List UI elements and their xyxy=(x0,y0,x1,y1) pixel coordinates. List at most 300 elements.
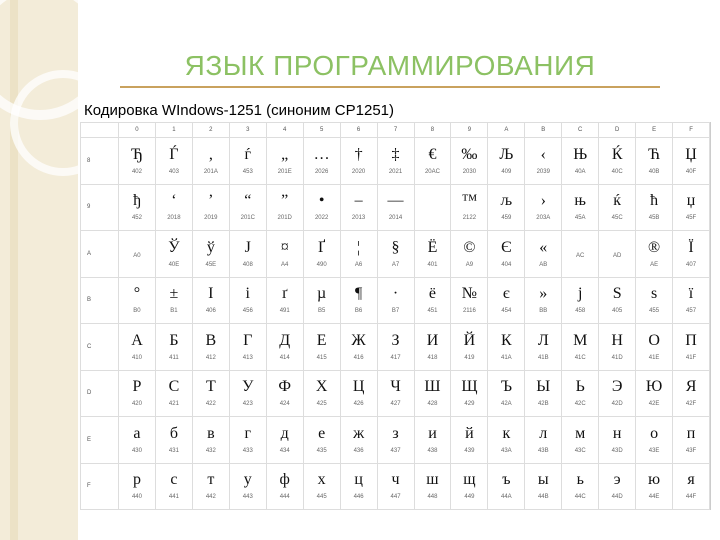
cell-character: Ў xyxy=(168,238,180,256)
cell-unicode-code: A4 xyxy=(281,261,289,268)
code-cell xyxy=(377,463,414,510)
cell-character: ’ xyxy=(208,192,214,210)
cell-character: є xyxy=(502,285,510,303)
cell-character: х xyxy=(317,471,326,489)
cell-character: Ћ xyxy=(648,145,661,163)
code-cell xyxy=(673,231,710,278)
cell-unicode-code: 454 xyxy=(501,308,512,315)
cell-character: • xyxy=(318,192,325,210)
cell-unicode-code: 432 xyxy=(205,447,216,454)
code-cell xyxy=(562,417,599,464)
cell-unicode-code: B5 xyxy=(317,308,326,315)
cell-character: э xyxy=(613,471,621,489)
cell-character: р xyxy=(132,471,141,489)
code-cell xyxy=(192,277,229,324)
code-cell xyxy=(377,370,414,417)
cell-unicode-code: 426 xyxy=(353,401,364,408)
cell-unicode-code: 45A xyxy=(574,215,586,222)
cell-unicode-code: AE xyxy=(650,261,659,268)
cell-character: µ xyxy=(317,285,327,303)
code-cell xyxy=(303,231,340,278)
cell-unicode-code: 417 xyxy=(390,354,401,361)
cell-character: з xyxy=(392,424,399,442)
code-cell xyxy=(599,138,636,185)
code-cell xyxy=(229,324,266,371)
cell-character: А xyxy=(131,331,143,349)
cell-character: Ѕ xyxy=(612,285,622,303)
cell-character: е xyxy=(318,424,326,442)
cell-unicode-code: 43A xyxy=(501,447,512,454)
code-cell xyxy=(229,277,266,324)
code-cell xyxy=(377,184,414,231)
code-cell xyxy=(377,324,414,371)
code-cell xyxy=(119,231,156,278)
cell-unicode-code: 439 xyxy=(464,447,475,454)
cell-unicode-code: 402 xyxy=(131,168,142,175)
cell-unicode-code: 430 xyxy=(131,447,142,454)
cell-unicode-code: 40E xyxy=(168,261,180,268)
cell-character: § xyxy=(391,238,400,256)
cell-unicode-code: 457 xyxy=(686,308,697,315)
cell-unicode-code: 434 xyxy=(279,447,290,454)
cell-unicode-code: AB xyxy=(539,261,548,268)
cell-unicode-code: 414 xyxy=(279,354,290,361)
cell-unicode-code: 44B xyxy=(537,494,549,501)
code-cell xyxy=(119,138,156,185)
code-cell xyxy=(451,324,488,371)
cell-character: ¤ xyxy=(280,238,289,256)
code-cell xyxy=(192,463,229,510)
row-header: A xyxy=(81,231,119,278)
cell-unicode-code: 42D xyxy=(611,401,623,408)
cell-unicode-code: 42B xyxy=(537,401,549,408)
code-cell xyxy=(562,277,599,324)
cell-unicode-code: 403 xyxy=(168,168,179,175)
cell-character: Ц xyxy=(352,378,365,396)
cell-character: Ј xyxy=(244,238,251,256)
code-cell xyxy=(525,138,562,185)
cell-character: Џ xyxy=(685,145,697,163)
cell-character: О xyxy=(648,331,660,349)
cell-unicode-code: 42A xyxy=(501,401,512,408)
column-header: 9 xyxy=(451,123,488,138)
cell-unicode-code: 441 xyxy=(168,494,179,501)
cell-unicode-code: 201C xyxy=(240,215,255,222)
cell-unicode-code: 45C xyxy=(611,215,623,222)
cell-unicode-code: AD xyxy=(612,252,622,259)
cell-character: я xyxy=(687,471,695,489)
cell-character: ѕ xyxy=(650,285,658,303)
cell-unicode-code: 413 xyxy=(242,354,253,361)
cell-unicode-code: 459 xyxy=(501,215,512,222)
code-cell xyxy=(636,370,673,417)
code-cell xyxy=(414,184,451,231)
column-header: 2 xyxy=(192,123,229,138)
cell-unicode-code: AC xyxy=(576,252,585,259)
table-row xyxy=(81,370,710,417)
cell-character: п xyxy=(686,424,696,442)
cell-unicode-code: 41D xyxy=(611,354,623,361)
cell-unicode-code: 429 xyxy=(464,401,475,408)
column-header: 5 xyxy=(303,123,340,138)
cell-character: ґ xyxy=(281,285,288,303)
cell-character: – xyxy=(354,192,363,210)
cell-character: ј xyxy=(577,285,583,303)
code-cell xyxy=(451,417,488,464)
cell-character: ‚ xyxy=(208,145,214,163)
cell-unicode-code: 2039 xyxy=(536,168,550,175)
row-header: B xyxy=(81,277,119,324)
cell-character: и xyxy=(428,424,437,442)
cell-unicode-code: 203A xyxy=(536,215,551,222)
table-row xyxy=(81,277,710,324)
cell-unicode-code: B0 xyxy=(133,308,141,315)
code-cell xyxy=(303,324,340,371)
row-header: E xyxy=(81,417,119,464)
cell-character: д xyxy=(280,424,289,442)
header-row xyxy=(81,123,710,138)
cell-character: о xyxy=(650,424,659,442)
code-cell xyxy=(673,277,710,324)
cell-unicode-code: 2021 xyxy=(388,168,403,175)
code-cell xyxy=(562,231,599,278)
cell-character: ‘ xyxy=(171,192,177,210)
cell-character: ы xyxy=(537,471,549,489)
code-cell xyxy=(229,184,266,231)
code-cell xyxy=(414,417,451,464)
cell-character: Т xyxy=(205,378,216,396)
cell-unicode-code: 448 xyxy=(427,494,438,501)
cell-character: П xyxy=(685,331,697,349)
code-cell xyxy=(377,277,414,324)
column-header: D xyxy=(599,123,636,138)
cell-unicode-code: A6 xyxy=(354,261,363,268)
cell-unicode-code: 201D xyxy=(277,215,292,222)
cell-unicode-code: 442 xyxy=(205,494,216,501)
cell-unicode-code: 435 xyxy=(316,447,327,454)
code-cell xyxy=(414,463,451,510)
cell-character: › xyxy=(540,192,546,210)
cell-unicode-code: 425 xyxy=(316,401,327,408)
table-row xyxy=(81,324,710,371)
column-header: A xyxy=(488,123,525,138)
cell-unicode-code: 424 xyxy=(279,401,290,408)
code-cell xyxy=(340,184,377,231)
cell-character: К xyxy=(501,331,512,349)
code-cell xyxy=(488,463,525,510)
code-cell xyxy=(673,138,710,185)
cell-unicode-code: 412 xyxy=(205,354,216,361)
cell-character: Щ xyxy=(461,378,478,396)
cell-character: м xyxy=(575,424,586,442)
code-cell xyxy=(303,277,340,324)
cell-character: Г xyxy=(243,331,253,349)
code-cell xyxy=(636,138,673,185)
cell-character: Ґ xyxy=(318,238,326,256)
code-cell xyxy=(488,231,525,278)
code-cell xyxy=(599,184,636,231)
cell-unicode-code: 45E xyxy=(205,261,217,268)
cell-character: € xyxy=(428,145,437,163)
cell-character: В xyxy=(205,331,217,349)
cell-unicode-code: B1 xyxy=(170,308,178,315)
cell-unicode-code: 418 xyxy=(427,354,438,361)
cell-character: Ё xyxy=(427,238,438,256)
table-row xyxy=(81,231,710,278)
cell-unicode-code: 41C xyxy=(574,354,586,361)
cell-unicode-code: 40F xyxy=(685,168,697,175)
cell-unicode-code: A0 xyxy=(133,252,141,259)
cell-unicode-code: 449 xyxy=(464,494,475,501)
slide-title: ЯЗЫК ПРОГРАММИРОВАНИЯ xyxy=(184,50,596,81)
cell-unicode-code: 40A xyxy=(574,168,586,175)
code-cell xyxy=(303,417,340,464)
cell-unicode-code: 490 xyxy=(316,261,327,268)
cell-character: щ xyxy=(463,471,476,489)
cell-unicode-code: 20AC xyxy=(424,168,440,175)
cell-unicode-code: 407 xyxy=(686,261,697,268)
code-cell xyxy=(266,324,303,371)
code-cell xyxy=(340,417,377,464)
cell-unicode-code: 406 xyxy=(205,308,216,315)
cell-character: к xyxy=(502,424,511,442)
code-cell xyxy=(414,138,451,185)
code-cell xyxy=(636,231,673,278)
cell-character: · xyxy=(392,285,399,303)
cell-character: Ь xyxy=(575,378,585,396)
cell-unicode-code: 443 xyxy=(242,494,253,501)
cell-character: Я xyxy=(685,378,697,396)
cell-unicode-code: 43B xyxy=(537,447,549,454)
cell-unicode-code: 2030 xyxy=(462,168,477,175)
table-row xyxy=(81,138,710,185)
cell-unicode-code: B7 xyxy=(391,308,400,315)
code-cell xyxy=(155,138,192,185)
cell-unicode-code: 444 xyxy=(279,494,290,501)
code-cell xyxy=(266,138,303,185)
code-cell xyxy=(303,184,340,231)
cell-character: Њ xyxy=(573,145,588,163)
cell-unicode-code: 44D xyxy=(611,494,623,501)
code-cell xyxy=(414,324,451,371)
code-cell xyxy=(229,463,266,510)
cell-character: Й xyxy=(463,331,476,349)
cell-character: њ xyxy=(574,192,586,210)
cell-character: ™ xyxy=(461,192,478,210)
cell-character: л xyxy=(539,424,548,442)
cell-character: З xyxy=(391,331,400,349)
cell-unicode-code: 2013 xyxy=(351,215,366,222)
cell-unicode-code: 2018 xyxy=(167,215,181,222)
cell-unicode-code: 43D xyxy=(611,447,623,454)
code-cell xyxy=(636,277,673,324)
cell-unicode-code: 45F xyxy=(685,215,697,222)
cell-character: № xyxy=(461,285,478,303)
cell-unicode-code: 455 xyxy=(649,308,660,315)
code-cell xyxy=(155,277,192,324)
code-cell xyxy=(488,370,525,417)
cell-unicode-code: 42F xyxy=(685,401,697,408)
cell-character: џ xyxy=(686,192,696,210)
code-cell xyxy=(525,184,562,231)
cell-unicode-code: 41E xyxy=(648,354,660,361)
cell-character: М xyxy=(573,331,588,349)
code-cell xyxy=(229,138,266,185)
code-cell xyxy=(599,324,636,371)
code-cell xyxy=(155,463,192,510)
code-cell xyxy=(599,463,636,510)
code-cell xyxy=(599,417,636,464)
cell-character: « xyxy=(539,238,548,256)
cell-unicode-code: 2022 xyxy=(314,215,329,222)
code-cell xyxy=(451,231,488,278)
cell-character: Ш xyxy=(424,378,441,396)
code-cell xyxy=(340,463,377,510)
cell-unicode-code: 2020 xyxy=(351,168,366,175)
cell-character: Ф xyxy=(278,378,292,396)
cell-character: І xyxy=(208,285,214,303)
cell-character: ¶ xyxy=(354,285,363,303)
row-header: 8 xyxy=(81,138,119,185)
code-cell xyxy=(266,231,303,278)
code-cell xyxy=(229,417,266,464)
cell-unicode-code: 2014 xyxy=(388,215,403,222)
cell-unicode-code: 411 xyxy=(169,354,179,361)
cell-character: ц xyxy=(354,471,363,489)
code-cell xyxy=(155,324,192,371)
code-cell xyxy=(192,324,229,371)
cell-character: Е xyxy=(316,331,327,349)
title-underline xyxy=(120,86,660,88)
cell-character: † xyxy=(354,145,363,163)
code-cell xyxy=(377,138,414,185)
code-cell xyxy=(377,417,414,464)
cell-unicode-code: 427 xyxy=(390,401,401,408)
cell-character: Д xyxy=(279,331,291,349)
code-cell xyxy=(562,138,599,185)
cell-unicode-code: 408 xyxy=(242,261,253,268)
cell-character: ђ xyxy=(133,192,141,210)
code-cell xyxy=(155,184,192,231)
cell-unicode-code: 438 xyxy=(427,447,438,454)
code-cell xyxy=(229,231,266,278)
table-caption: Кодировка WIndows-1251 (синоним CP1251) xyxy=(84,102,394,119)
cell-unicode-code: 436 xyxy=(353,447,364,454)
table-row xyxy=(81,463,710,510)
code-cell xyxy=(562,370,599,417)
table-row xyxy=(81,184,710,231)
code-cell xyxy=(266,417,303,464)
cell-character: ¦ xyxy=(356,238,361,256)
cell-character: Ж xyxy=(351,331,366,349)
code-cell xyxy=(525,370,562,417)
code-cell xyxy=(155,370,192,417)
cell-character: Ы xyxy=(536,378,551,396)
code-cell xyxy=(525,417,562,464)
row-header: 9 xyxy=(81,184,119,231)
code-cell xyxy=(340,277,377,324)
cell-character: ‹ xyxy=(540,145,546,163)
cell-unicode-code: 2026 xyxy=(314,168,329,175)
table-row xyxy=(81,417,710,464)
cell-character: ю xyxy=(648,471,661,489)
column-header: 1 xyxy=(155,123,192,138)
cell-unicode-code: 423 xyxy=(242,401,253,408)
row-header: C xyxy=(81,324,119,371)
cell-unicode-code: 447 xyxy=(390,494,401,501)
cell-character: Х xyxy=(315,378,328,396)
code-cell xyxy=(192,184,229,231)
cell-unicode-code: 456 xyxy=(242,308,253,315)
cell-unicode-code: 40C xyxy=(611,168,623,175)
cell-character: ъ xyxy=(502,471,511,489)
cell-character: » xyxy=(539,285,548,303)
code-cell xyxy=(673,417,710,464)
code-cell xyxy=(303,370,340,417)
cell-unicode-code: 437 xyxy=(390,447,401,454)
code-cell xyxy=(599,370,636,417)
code-cell xyxy=(192,417,229,464)
cell-unicode-code: 2116 xyxy=(462,308,476,315)
cell-unicode-code: 446 xyxy=(353,494,364,501)
code-cell xyxy=(488,324,525,371)
cell-unicode-code: 45B xyxy=(648,215,660,222)
cell-character: г xyxy=(244,424,252,442)
code-cell xyxy=(119,324,156,371)
cell-unicode-code: 452 xyxy=(131,215,142,222)
cell-character: ± xyxy=(169,285,179,303)
cell-character: ж xyxy=(353,424,365,442)
cell-character: Ъ xyxy=(500,378,512,396)
cell-unicode-code: 44C xyxy=(574,494,586,501)
cell-unicode-code: 416 xyxy=(353,354,364,361)
cell-unicode-code: 43E xyxy=(648,447,660,454)
code-cell xyxy=(451,463,488,510)
code-cell xyxy=(119,417,156,464)
cell-character: … xyxy=(313,145,330,163)
cell-character: в xyxy=(207,424,215,442)
column-header: 0 xyxy=(119,123,156,138)
code-cell xyxy=(525,463,562,510)
cell-character: Љ xyxy=(499,145,514,163)
code-cell xyxy=(377,231,414,278)
cell-unicode-code: 40B xyxy=(648,168,660,175)
cell-unicode-code: 440 xyxy=(131,494,142,501)
cell-unicode-code: 428 xyxy=(427,401,438,408)
code-cell xyxy=(340,370,377,417)
code-cell xyxy=(192,138,229,185)
code-cell xyxy=(451,370,488,417)
cell-unicode-code: 431 xyxy=(168,447,179,454)
cell-unicode-code: 201E xyxy=(277,168,292,175)
cell-character: И xyxy=(426,331,439,349)
code-cell xyxy=(673,184,710,231)
cell-unicode-code: 421 xyxy=(168,401,179,408)
code-cell xyxy=(525,324,562,371)
code-cell xyxy=(414,231,451,278)
cell-unicode-code: 44F xyxy=(685,494,697,501)
cell-character: ‡ xyxy=(391,145,400,163)
code-cell xyxy=(525,277,562,324)
cell-unicode-code: 2019 xyxy=(204,215,218,222)
code-cell xyxy=(451,138,488,185)
cell-character: ў xyxy=(206,238,215,256)
cell-character: ё xyxy=(428,285,437,303)
column-header: 3 xyxy=(229,123,266,138)
cell-unicode-code: 422 xyxy=(205,401,216,408)
cell-unicode-code: B6 xyxy=(354,308,363,315)
column-header: E xyxy=(636,123,673,138)
